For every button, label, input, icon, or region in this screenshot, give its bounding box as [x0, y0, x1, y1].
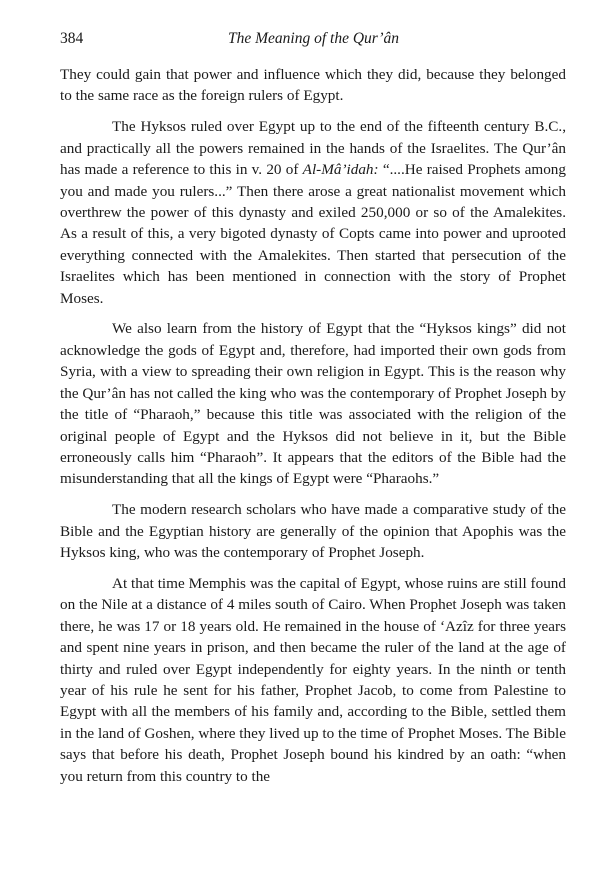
paragraph-3: We also learn from the history of Egypt that the “Hyksos kings” did not acknowledge the gods of Egypt and, therefore, had imported their own gods from Syria, with a view to spreading their own religion in Egypt. This is the reason why the Qur’ân has not called the king who was the contemporary of Prophet Joseph by the title of “Pharaoh,” because this title was associated with the religion of the original people of Egypt and the Hyksos did not believe in it, but the Bible erroneously calls him “Pharaoh”. It appears that the editors of the Bible had the misunderstanding that all the kings of Egypt were “Pharaohs.” [60, 320, 566, 488]
body-text [60, 64, 566, 787]
page-header [60, 30, 566, 52]
running-title: The Meaning of the Qur’ân [228, 30, 400, 47]
paragraph-2-text-end: “....He raised Prophets among you and made you rulers...” Then there arose a great nationalist movement which overthrew the power of this dynasty and exiled 250,000 or so of the Amalekites. As a result of this, a very bigoted dynasty of Copts came into power and uprooted everything connected with the Amalekites. Then started that persecution of the Israelites which has been mentioned in connection with the story of Prophet Moses. [60, 161, 566, 307]
paragraph-2 [60, 116, 566, 309]
page-number: 384 [60, 30, 84, 47]
paragraph-1: They could gain that power and influence which they did, because they belonged to the same race as the foreign rulers of Egypt. [60, 66, 566, 105]
paragraph-2-text-start: The Hyksos ruled over Egypt up to the end of the fifteenth century B.C., and practically all the powers remained in the hands of the Israelites. The Qur’ân has made a reference to this in v. 20 of [60, 118, 566, 179]
surah-name: Al-Mâ’idah: [302, 161, 379, 179]
paragraph-4: The modern research scholars who have made a comparative study of the Bible and the Egyptian history are generally of the opinion that Apophis was the Hyksos king, who was the contemporary of Prophet Joseph. [60, 501, 566, 562]
paragraph-5: At that time Memphis was the capital of Egypt, whose ruins are still found on the Nile at a distance of 4 miles south of Cairo. When Prophet Joseph was taken there, he was 17 or 18 years old. He remained in the house of ‘Azîz for three years and spent nine years in prison, and then became the ruler of the land at the age of thirty and ruled over Egypt independently for eighty years. In the ninth or tenth year of his rule he sent for his father, Prophet Jacob, to come from Palestine to Egypt with all the members of his family and, according to the Bible, settled them in the land of Goshen, where they lived up to the time of Prophet Moses. The Bible says that before his death, Prophet Joseph bound his kindred by an oath: “when you return from this country to the [60, 574, 566, 785]
